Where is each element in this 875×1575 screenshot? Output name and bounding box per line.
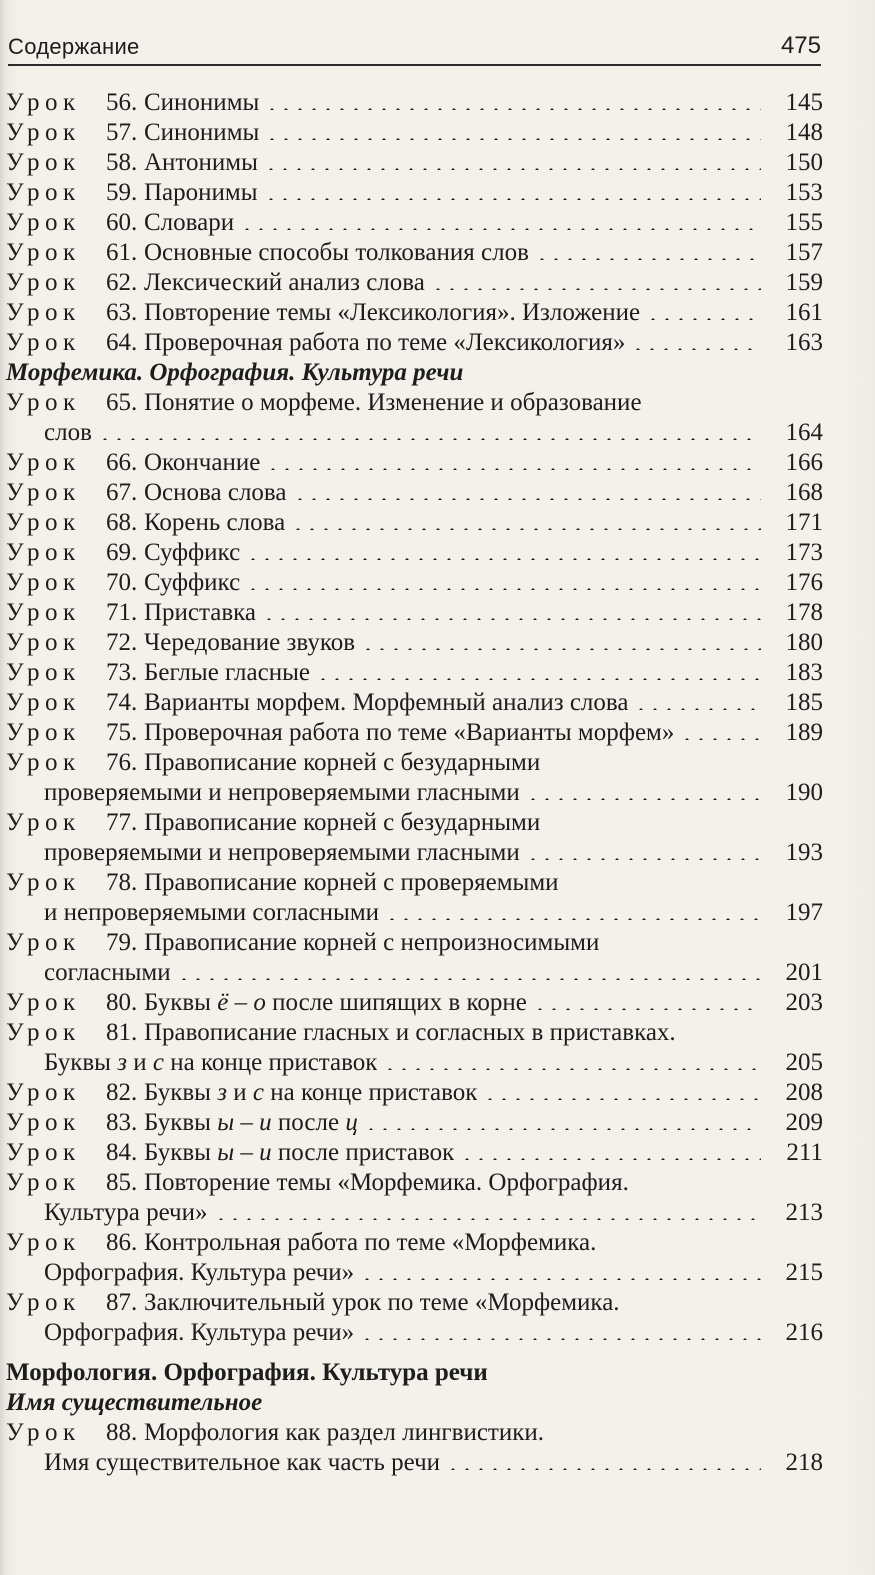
page-ref: 197 — [785, 899, 823, 926]
lesson-number: 77. — [106, 809, 138, 836]
toc-entry-75 — [6, 718, 823, 748]
page-ref: 189 — [785, 719, 823, 746]
lesson-number: 69. — [106, 539, 138, 566]
dot-leader — [535, 238, 761, 260]
lesson-title: Буквы ы – и после приставок — [144, 1139, 455, 1166]
toc-entry-81 — [6, 1018, 823, 1048]
lesson-number: 87. — [106, 1289, 138, 1316]
page-ref: 203 — [785, 989, 823, 1016]
lesson-word: Урок — [6, 179, 81, 206]
italic-letters: с — [252, 1079, 264, 1106]
lesson-title: Проверочная работа по теме «Варианты морфем» — [144, 719, 675, 746]
lesson-word: Урок — [6, 689, 81, 716]
toc-entry-65 — [6, 388, 823, 418]
lesson-word: Урок — [6, 1079, 81, 1106]
dot-leader — [246, 568, 761, 590]
toc-entry-63 — [6, 298, 823, 328]
lesson-word: Урок — [6, 1139, 81, 1166]
page-ref: 171 — [785, 509, 823, 536]
toc-entry-66 — [6, 448, 823, 478]
lesson-title: Беглые гласные — [144, 659, 310, 686]
lesson-number: 86. — [106, 1229, 138, 1256]
page-ref: 208 — [785, 1079, 823, 1106]
page-ref: 163 — [785, 329, 823, 356]
lesson-title: Правописание корней с проверяемыми — [144, 869, 559, 896]
lesson-word: Урок — [6, 809, 81, 836]
lesson-word: Урок — [6, 719, 81, 746]
toc-entry-61 — [6, 238, 823, 268]
toc-entry-72 — [6, 628, 823, 658]
toc-entry-78 — [6, 868, 823, 898]
page-ref: 193 — [785, 839, 823, 866]
dot-leader — [98, 418, 761, 440]
page-ref: 159 — [785, 269, 823, 296]
lesson-word: Урок — [6, 299, 81, 326]
dot-leader — [385, 898, 761, 920]
lesson-word: Урок — [6, 479, 81, 506]
table-of-contents — [6, 88, 823, 1478]
lesson-number: 61. — [106, 239, 138, 266]
lesson-number: 73. — [106, 659, 138, 686]
section-heading-morphology: Морфология. Орфография. Культура речи — [6, 1359, 488, 1386]
lesson-word: Урок — [6, 1419, 81, 1446]
dot-leader — [431, 268, 761, 290]
lesson-title: Понятие о морфеме. Изменение и образование — [144, 389, 642, 416]
toc-entry-74 — [6, 688, 823, 718]
lesson-word: Урок — [6, 1229, 81, 1256]
dot-leader — [383, 1048, 761, 1070]
lesson-word: Урок — [6, 1169, 81, 1196]
lesson-number: 72. — [106, 629, 138, 656]
lesson-number: 88. — [106, 1419, 138, 1446]
toc-entry-86-cont — [6, 1258, 823, 1288]
toc-entry-79 — [6, 928, 823, 958]
toc-entry-56 — [6, 88, 823, 118]
dot-leader — [246, 538, 761, 560]
lesson-word: Урок — [6, 929, 81, 956]
toc-entry-77-cont — [6, 838, 823, 868]
lesson-word: Урок — [6, 1019, 81, 1046]
page-ref: 183 — [785, 659, 823, 686]
dot-leader — [264, 148, 761, 170]
page-ref: 164 — [785, 419, 823, 446]
dot-leader — [646, 298, 761, 320]
running-head — [8, 28, 821, 66]
italic-letters: з — [117, 1049, 127, 1076]
lesson-number: 66. — [106, 449, 138, 476]
toc-entry-58 — [6, 148, 823, 178]
lesson-title-continued: Имя существительное как часть речи — [44, 1449, 441, 1476]
lesson-title-continued: согласными — [44, 959, 171, 986]
page-ref: 185 — [785, 689, 823, 716]
lesson-number: 84. — [106, 1139, 138, 1166]
italic-letters: ы – и — [217, 1109, 272, 1136]
lesson-word: Урок — [6, 119, 81, 146]
lesson-title: Заключительный урок по теме «Морфемика. — [144, 1289, 620, 1316]
page-ref: 168 — [785, 479, 823, 506]
lesson-title: Синонимы — [144, 89, 260, 116]
lesson-title: Суффикс — [144, 539, 241, 566]
lesson-title: Правописание корней с непроизносимыми — [144, 929, 600, 956]
page-ref: 209 — [785, 1109, 823, 1136]
toc-entry-60 — [6, 208, 823, 238]
lesson-word: Урок — [6, 629, 81, 656]
lesson-number: 76. — [106, 749, 138, 776]
dot-leader — [360, 1258, 761, 1280]
toc-entry-71 — [6, 598, 823, 628]
dot-leader — [316, 658, 761, 680]
toc-entry-68 — [6, 508, 823, 538]
toc-entry-65-cont — [6, 418, 823, 448]
dot-leader — [265, 88, 761, 110]
lesson-title-continued: слов — [44, 419, 92, 446]
lesson-title: Паронимы — [144, 179, 258, 206]
toc-entry-79-cont — [6, 958, 823, 988]
lesson-title-continued: Орфография. Культура речи» — [44, 1319, 355, 1346]
lesson-title: Окончание — [144, 449, 261, 476]
toc-entry-78-cont — [6, 898, 823, 928]
lesson-word: Урок — [6, 509, 81, 536]
lesson-title: Основные способы толкования слов — [144, 239, 529, 266]
running-title: Содержание — [8, 34, 140, 59]
dot-leader — [240, 208, 761, 230]
toc-entry-76-cont — [6, 778, 823, 808]
dot-leader — [214, 1198, 762, 1220]
lesson-number: 58. — [106, 149, 138, 176]
lesson-title: Корень слова — [144, 509, 286, 536]
toc-entry-80 — [6, 988, 823, 1018]
dot-leader — [361, 628, 761, 650]
lesson-title: Повторение темы «Морфемика. Орфография. — [144, 1169, 629, 1196]
lesson-number: 57. — [106, 119, 138, 146]
page-ref: 178 — [785, 599, 823, 626]
lesson-word: Урок — [6, 239, 81, 266]
lesson-title: Суффикс — [144, 569, 241, 596]
toc-entry-83 — [6, 1108, 823, 1138]
page-ref: 180 — [785, 629, 823, 656]
lesson-number: 79. — [106, 929, 138, 956]
lesson-number: 59. — [106, 179, 138, 206]
lesson-number: 83. — [106, 1109, 138, 1136]
lesson-title-continued: проверяемыми и непроверяемыми гласными — [44, 779, 520, 806]
page-ref: 148 — [785, 119, 823, 146]
page-ref: 157 — [785, 239, 823, 266]
lesson-number: 64. — [106, 329, 138, 356]
lesson-word: Урок — [6, 149, 81, 176]
dot-leader — [177, 958, 761, 980]
page-ref: 190 — [785, 779, 823, 806]
lesson-title: Приставка — [144, 599, 257, 626]
toc-entry-88 — [6, 1418, 823, 1448]
lesson-title: Антонимы — [144, 149, 258, 176]
page-ref: 161 — [785, 299, 823, 326]
lesson-title: Чередование звуков — [144, 629, 356, 656]
lesson-word: Урок — [6, 659, 81, 686]
lesson-number: 68. — [106, 509, 138, 536]
lesson-title-continued: и непроверяемыми согласными — [44, 899, 380, 926]
dot-leader — [526, 838, 761, 860]
dot-leader — [291, 508, 761, 530]
toc-entry-70 — [6, 568, 823, 598]
lesson-title-continued: Культура речи» — [44, 1199, 208, 1226]
lesson-number: 85. — [106, 1169, 138, 1196]
page-ref: 205 — [785, 1049, 823, 1076]
lesson-number: 81. — [106, 1019, 138, 1046]
lesson-word: Урок — [6, 389, 81, 416]
page-number: 475 — [780, 32, 821, 59]
lesson-number: 65. — [106, 389, 138, 416]
toc-entry-67 — [6, 478, 823, 508]
lesson-number: 82. — [106, 1079, 138, 1106]
lesson-word: Урок — [6, 329, 81, 356]
lesson-number: 62. — [106, 269, 138, 296]
italic-letters: с — [152, 1049, 164, 1076]
toc-entry-87-cont — [6, 1318, 823, 1348]
lesson-word: Урок — [6, 1289, 81, 1316]
dot-leader — [680, 718, 761, 740]
lesson-title: Основа слова — [144, 479, 287, 506]
dot-leader — [293, 478, 762, 500]
lesson-word: Урок — [6, 449, 81, 476]
lesson-title-continued: Буквы з и с на конце приставок — [44, 1049, 378, 1076]
lesson-word: Урок — [6, 269, 81, 296]
dot-leader — [634, 688, 761, 710]
lesson-title: Буквы ы – и после ц — [144, 1109, 358, 1136]
lesson-number: 67. — [106, 479, 138, 506]
lesson-number: 56. — [106, 89, 138, 116]
italic-letters: ё – о — [217, 989, 266, 1016]
toc-entry-87 — [6, 1288, 823, 1318]
dot-leader — [364, 1108, 761, 1130]
page-ref: 201 — [785, 959, 823, 986]
page-ref: 173 — [785, 539, 823, 566]
page-ref: 176 — [785, 569, 823, 596]
toc-entry-57 — [6, 118, 823, 148]
toc-entry-76 — [6, 748, 823, 778]
lesson-number: 60. — [106, 209, 138, 236]
lesson-title: Морфология как раздел лингвистики. — [144, 1419, 544, 1446]
lesson-title: Буквы з и с на конце приставок — [144, 1079, 478, 1106]
page-ref: 218 — [785, 1449, 823, 1476]
dot-leader — [262, 598, 761, 620]
page-ref: 145 — [785, 89, 823, 116]
italic-letters: з — [217, 1079, 227, 1106]
dot-leader — [526, 778, 761, 800]
lesson-word: Урок — [6, 869, 81, 896]
lesson-word: Урок — [6, 599, 81, 626]
page-ref: 216 — [785, 1319, 823, 1346]
lesson-number: 80. — [106, 989, 138, 1016]
page-ref: 153 — [785, 179, 823, 206]
page-ref: 215 — [785, 1259, 823, 1286]
lesson-title: Проверочная работа по теме «Лексикология» — [144, 329, 626, 356]
dot-leader — [533, 988, 761, 1010]
dot-leader — [264, 178, 761, 200]
toc-entry-85-cont — [6, 1198, 823, 1228]
page-ref: 155 — [785, 209, 823, 236]
toc-entry-77 — [6, 808, 823, 838]
lesson-title: Синонимы — [144, 119, 260, 146]
lesson-title: Правописание корней с безударными — [144, 809, 541, 836]
page-ref: 166 — [785, 449, 823, 476]
lesson-word: Урок — [6, 1109, 81, 1136]
toc-entry-82 — [6, 1078, 823, 1108]
lesson-word: Урок — [6, 749, 81, 776]
lesson-title: Контрольная работа по теме «Морфемика. — [144, 1229, 597, 1256]
lesson-word: Урок — [6, 539, 81, 566]
toc-entry-81-cont — [6, 1048, 823, 1078]
toc-entry-88-cont — [6, 1448, 823, 1478]
dot-leader — [265, 118, 761, 140]
toc-entry-86 — [6, 1228, 823, 1258]
lesson-title: Буквы ё – о после шипящих в корне — [144, 989, 527, 1016]
toc-entry-85 — [6, 1168, 823, 1198]
lesson-title-continued: Орфография. Культура речи» — [44, 1259, 355, 1286]
lesson-title: Правописание гласных и согласных в приставках. — [144, 1019, 676, 1046]
section-heading-morphemics: Морфемика. Орфография. Культура речи — [6, 359, 464, 386]
lesson-title: Варианты морфем. Морфемный анализ слова — [144, 689, 629, 716]
toc-entry-62 — [6, 268, 823, 298]
page-ref: 213 — [785, 1199, 823, 1226]
lesson-title-continued: проверяемыми и непроверяемыми гласными — [44, 839, 520, 866]
dot-leader — [266, 448, 761, 470]
dot-leader — [631, 328, 761, 350]
dot-leader — [360, 1318, 761, 1340]
lesson-number: 63. — [106, 299, 138, 326]
lesson-title: Словари — [144, 209, 235, 236]
dot-leader — [460, 1138, 761, 1160]
toc-entry-64 — [6, 328, 823, 358]
lesson-word: Урок — [6, 209, 81, 236]
lesson-title: Правописание корней с безударными — [144, 749, 541, 776]
lesson-word: Урок — [6, 989, 81, 1016]
italic-letters: ы – и — [217, 1139, 272, 1166]
lesson-number: 74. — [106, 689, 138, 716]
toc-entry-84 — [6, 1138, 823, 1168]
lesson-number: 75. — [106, 719, 138, 746]
lesson-number: 78. — [106, 869, 138, 896]
toc-entry-59 — [6, 178, 823, 208]
page-ref: 150 — [785, 149, 823, 176]
lesson-word: Урок — [6, 569, 81, 596]
dot-leader — [483, 1078, 761, 1100]
toc-entry-69 — [6, 538, 823, 568]
lesson-number: 71. — [106, 599, 138, 626]
lesson-word: Урок — [6, 89, 81, 116]
lesson-number: 70. — [106, 569, 138, 596]
lesson-title: Лексический анализ слова — [144, 269, 425, 296]
page-ref: 211 — [786, 1139, 823, 1166]
lesson-title: Повторение темы «Лексикология». Изложение — [144, 299, 641, 326]
italic-letters: ц — [345, 1109, 358, 1136]
toc-entry-73 — [6, 658, 823, 688]
subsection-heading-noun: Имя существительное — [6, 1389, 263, 1416]
dot-leader — [446, 1448, 761, 1470]
